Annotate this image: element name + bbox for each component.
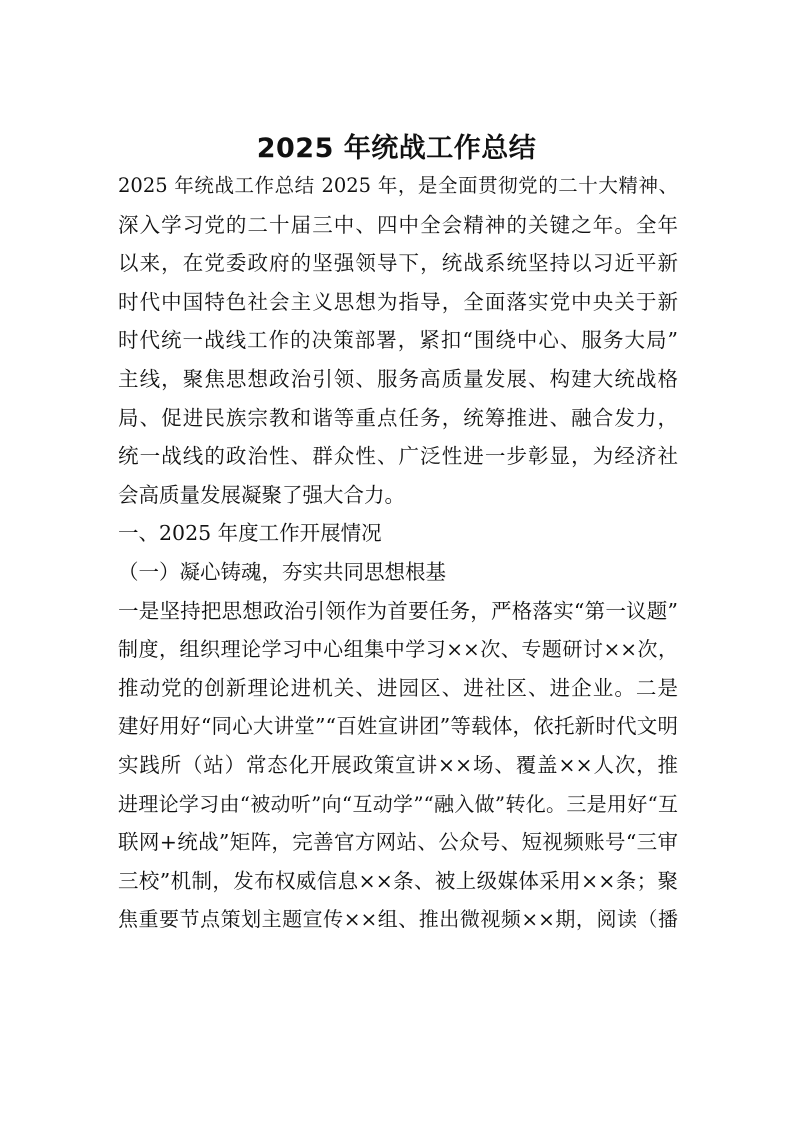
body-line: 主线，聚焦思想政治引领、服务高质量发展、构建大统战格 [118, 366, 678, 391]
body-line: 焦重要节点策划主题宣传××组、推出微视频××期，阅读（播 [118, 907, 678, 932]
document-body [118, 167, 678, 939]
body-line: 2025 年统战工作总结 2025 年，是全面贯彻党的二十大精神、 [118, 174, 678, 197]
body-line: 实践所（站）常态化开展政策宣讲××场、覆盖××人次，推 [118, 752, 678, 777]
body-line: 制度，组织理论学习中心组集中学习××次、专题研讨××次， [118, 637, 678, 662]
document-title: 2025 年统战工作总结 [256, 133, 537, 164]
body-line: 深入学习党的二十届三中、四中全会精神的关键之年。全年 [118, 212, 678, 237]
section-heading: 一、2025 年度工作开展情况 [118, 521, 382, 546]
body-line: 局、促进民族宗教和谐等重点任务，统筹推进、融合发力， [118, 405, 678, 430]
body-line: 进理论学习由“被动听”向“互动学”“融入做”转化。三是用好“互 [118, 791, 678, 816]
subsection-heading: （一）凝心铸魂，夯实共同思想根基 [118, 559, 446, 584]
body-line: 一是坚持把思想政治引领作为首要任务，严格落实“第一议题” [118, 598, 678, 623]
body-line: 统一战线的政治性、群众性、广泛性进一步彰显，为经济社 [118, 444, 678, 469]
body-line: 联网+统战”矩阵，完善官方网站、公众号、短视频账号“三审 [118, 830, 678, 855]
body-line: 时代中国特色社会主义思想为指导，全面落实党中央关于新 [118, 289, 678, 314]
body-line: 推动党的创新理论进机关、进园区、进社区、进企业。二是 [118, 675, 678, 700]
body-line: 会高质量发展凝聚了强大合力。 [118, 482, 405, 507]
body-line: 以来，在党委政府的坚强领导下，统战系统坚持以习近平新 [118, 251, 678, 276]
body-line: 三校”机制，发布权威信息××条、被上级媒体采用××条；聚 [118, 868, 678, 893]
body-line: 时代统一战线工作的决策部署，紧扣“围绕中心、服务大局” [118, 328, 678, 353]
body-line: 建好用好“同心大讲堂”“百姓宣讲团”等载体，依托新时代文明 [118, 714, 678, 739]
